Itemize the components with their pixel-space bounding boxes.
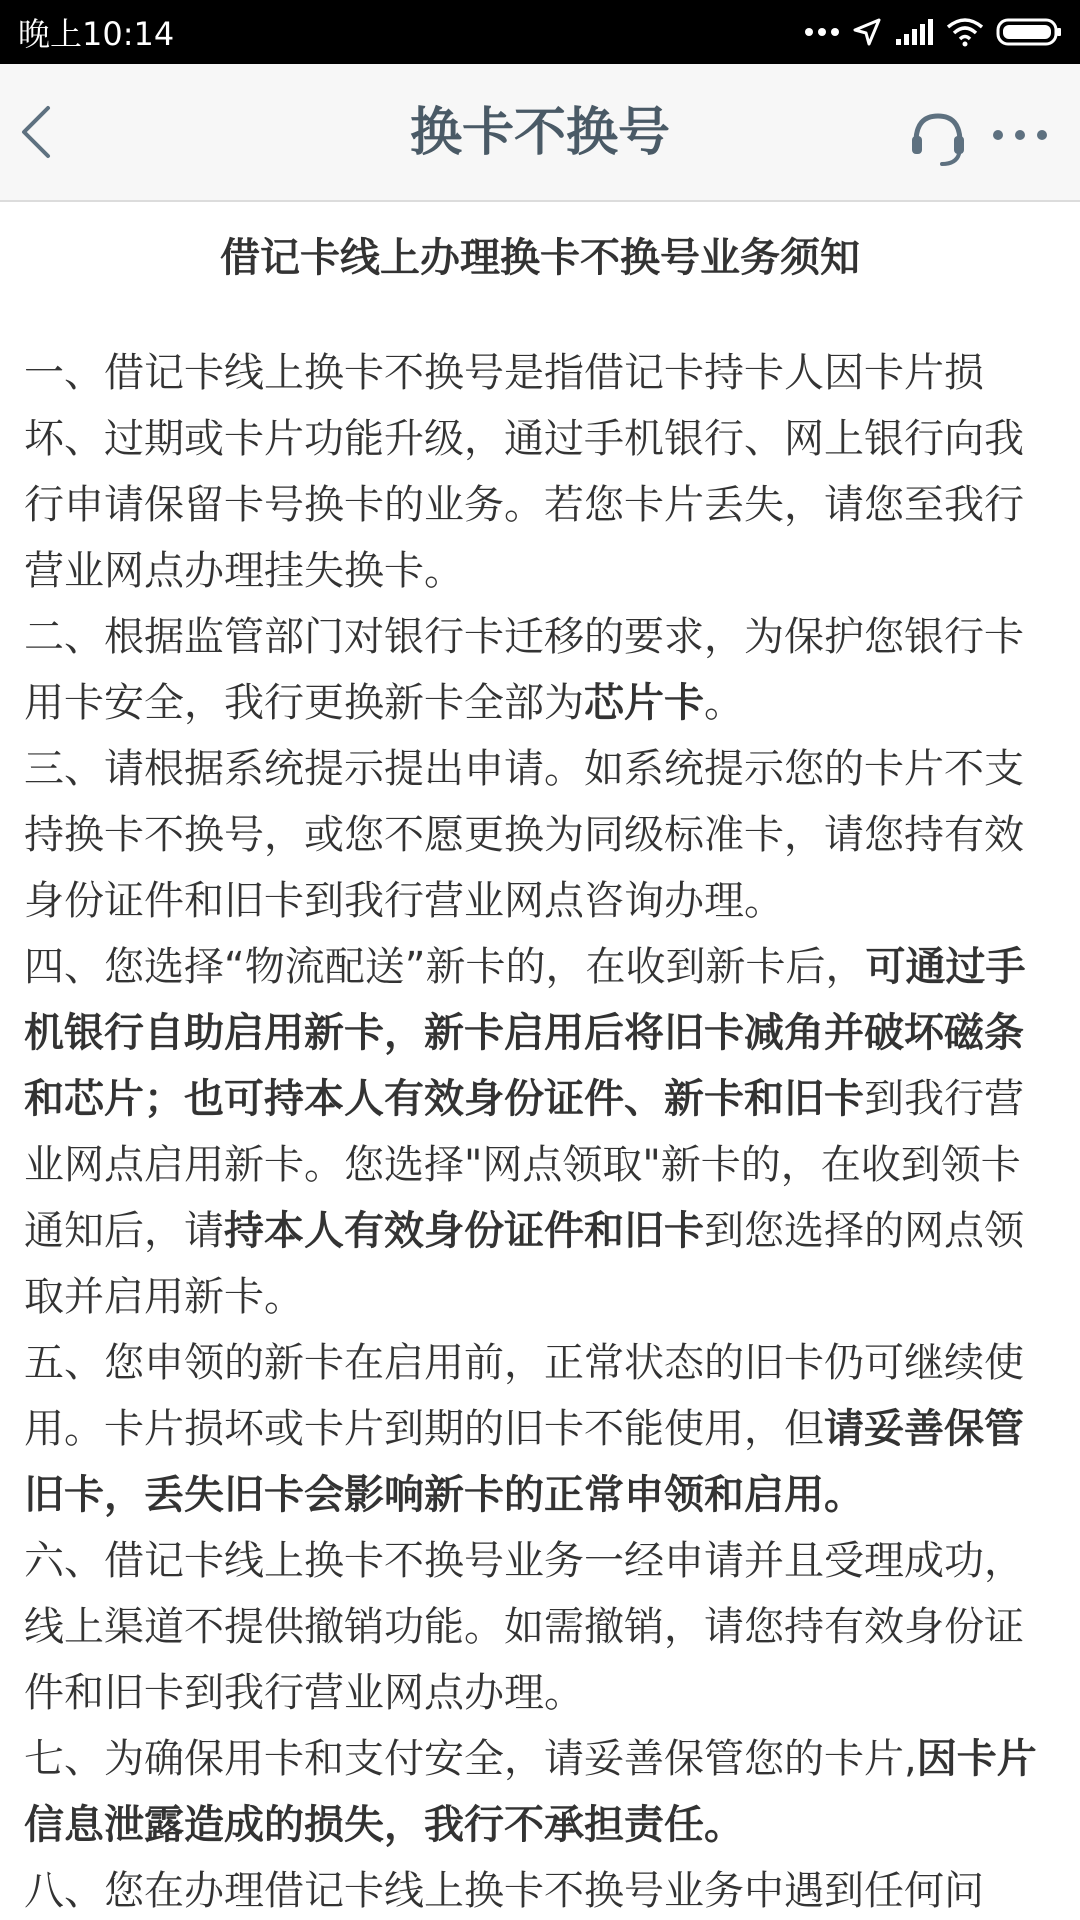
bold-text-segment: 持本人有效身份证件和旧卡	[224, 1208, 704, 1254]
notice-paragraph	[24, 1726, 1056, 1858]
wifi-icon	[946, 17, 984, 47]
dots-icon	[804, 26, 840, 38]
text-segment: 三、请根据系统提示提出申请。如系统提示您的卡片不支持换卡不换号，或您不愿更换为同级标准卡，请您持有效身份证件和旧卡到我行营业网点咨询办理。	[24, 746, 1024, 924]
text-segment: 到您选择的网点领取并启用新卡。	[24, 1208, 1024, 1320]
bold-text-segment: 请妥善保管旧卡，丢失旧卡会影响新卡的正常申领和启用。	[24, 1406, 1024, 1518]
text-segment: 六、借记卡线上换卡不换号业务一经申请并且受理成功，线上渠道不提供撤销功能。如需撤销，请您持有效身份证件和旧卡到我行营业网点办理。	[24, 1538, 1024, 1716]
text-segment: 七、为确保用卡和支付安全，请妥善保管您的卡片,	[24, 1736, 917, 1782]
document-content[interactable]	[0, 204, 1080, 1920]
text-segment: 四、您选择“物流配送”新卡的，在收到新卡后，	[24, 944, 866, 990]
notice-paragraph	[24, 340, 1056, 604]
notice-paragraph	[24, 934, 1056, 1330]
document-paragraphs	[24, 340, 1056, 1920]
notice-paragraph	[24, 1528, 1056, 1726]
bold-text-segment: 因卡片信息泄露造成的损失，我行不承担责任。	[24, 1736, 1037, 1848]
bold-text-segment: 可通过手机银行自助启用新卡，新卡启用后将旧卡减角并破坏磁条和芯片；也可持本人有效身份证件、新卡和旧卡	[24, 944, 1026, 1122]
document-title: 借记卡线上办理换卡不换号业务须知	[220, 235, 860, 281]
status-icons	[804, 17, 1062, 47]
headset-icon[interactable]	[908, 108, 968, 168]
text-segment: 。	[704, 680, 744, 726]
nav-bar	[0, 64, 1080, 202]
notice-paragraph	[24, 1858, 1056, 1920]
battery-icon	[996, 17, 1062, 47]
status-time: 晚上10:14	[18, 15, 175, 53]
more-dots-icon[interactable]	[990, 120, 1050, 150]
text-segment: 五、您申领的新卡在启用前，正常状态的旧卡仍可继续使用。卡片损坏或卡片到期的旧卡不能使用，但	[24, 1340, 1024, 1452]
signal-icon	[894, 17, 934, 47]
location-arrow-icon	[852, 17, 882, 47]
bold-text-segment: 芯片卡	[584, 680, 704, 726]
page-title: 换卡不换号	[409, 103, 670, 163]
notice-paragraph	[24, 736, 1056, 934]
text-segment: 二、根据监管部门对银行卡迁移的要求，为保护您银行卡用卡安全，我行更换新卡全部为	[24, 614, 1024, 726]
status-bar	[0, 0, 1080, 64]
notice-paragraph	[24, 604, 1056, 736]
notice-paragraph	[24, 1330, 1056, 1528]
text-segment: 一、借记卡线上换卡不换号是指借记卡持卡人因卡片损坏、过期或卡片功能升级，通过手机银行、网上银行向我行申请保留卡号换卡的业务。若您卡片丢失，请您至我行营业网点办理挂失换卡。	[24, 350, 1024, 594]
text-segment: 到我行营业网点启用新卡。您选择"网点领取"新卡的，在收到领卡通知后，请	[24, 1076, 1024, 1254]
text-segment: 八、您在办理借记卡线上换卡不换号业务中遇到任何问	[24, 1868, 984, 1914]
